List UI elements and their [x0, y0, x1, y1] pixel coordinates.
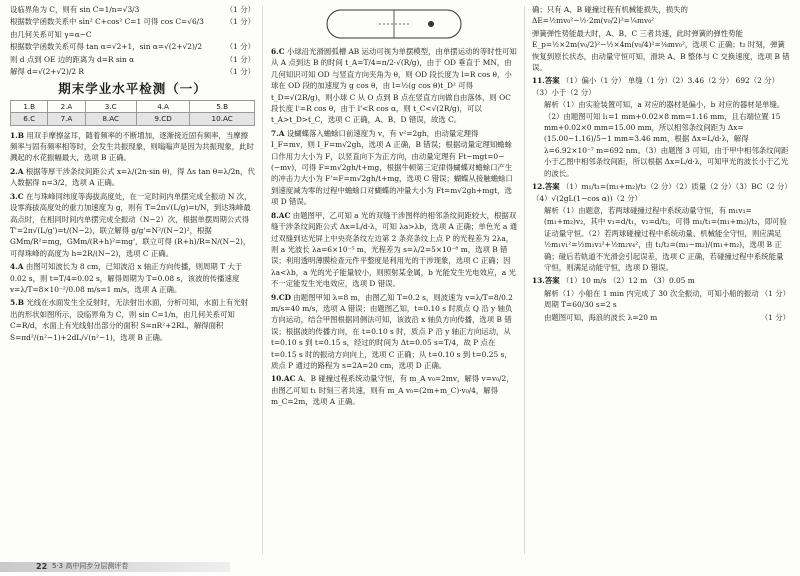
solution-line: 根据数学函数关系中 sin² C+cos² C=1 可得 cos C=√6/3 （1 分） — [10, 17, 255, 27]
track-diagram — [319, 4, 469, 44]
question-solution: 由题图可知，海浪的波长 λ=20 m （1 分） — [544, 312, 790, 322]
column-right — [532, 4, 790, 324]
question-label: 1.B — [10, 130, 24, 140]
answer-table — [10, 100, 255, 126]
score-note: （1 分） — [225, 42, 255, 52]
question-solution: 1.B 用双手摩擦盆耳，随着频率的不断增加，逐渐接近固有频率，当摩擦频率与固有频率相等时，会发生共振现象，则嗡嗡声是因为共振现象，此时溅起的水花振幅最大，选项 B 正确。 — [10, 130, 254, 163]
question-answer: 13.答案 （1）10 m/s （2）12 m （3）0.05 m — [532, 276, 695, 286]
page-number: 22 — [36, 562, 48, 571]
score-note: （1 分） — [760, 312, 790, 322]
score-note: （1 分） — [225, 17, 255, 27]
answer-cell: 6.C — [11, 113, 48, 125]
question-solution: 解析（1）小船在 1 min 内完成了 30 次全振动，可知小船的振动周期 T=60/30 s=2 s （1 分） — [544, 288, 790, 310]
question-solution: 解析（1）由题意，若两球碰撞过程中系统动量守恒，有 m₁v₁=(m₁+m₂)v₂，其中 v₁=d/t₁，v₂=d/t₂，可得 m₁/t₁=(m₁+m₂)/t₂，即可验证动量守恒。（2）若两球碰撞过程中系统动量、机械能全守恒，则应满足 ½m₁v₁²=½m₁v₃²+½m₂v₄²，由 t₁/t₂=(m₁−m₂)/(m₁+m₂)，选项 B 正确；碰后若轨道不光滑会引起误差，选项 C 正确，若碰撞过程中系统能量守恒，则满足动能守恒，选项 D 错误。 — [544, 205, 787, 272]
question-answer: 11.答案 （1）偏小（1 分） 单缝（1 分）（2）3.46（2 分） 692（2 分）（3）小于（2 分） — [532, 76, 779, 97]
solution-line: 根据数学函数关系可得 tan α=√2+1，sin α=√(2+√2)/2 （1 分） — [10, 42, 255, 52]
score-note: （1 分） — [225, 5, 255, 14]
question-label: 10.AC — [271, 374, 296, 384]
question-solution: 4.A 由图可知波长为 8 cm，已知波沿 x 轴正方向传播，则周期 T 大于 0.02 s，则 t=T/4=0.02 s，解得周期为 T=0.08 s，该波的传播速度 v=λ/T=8×10⁻²/0.08 m/s=1 m/s，选项 A 正确。 — [10, 262, 243, 294]
answer-cell: 5.B — [190, 100, 255, 112]
question-label: 6.C — [271, 47, 285, 56]
question-solution: 3.C 在与珠峰同纬度等海拔高度处，在一定时间内单摆完成全振动 N 次，设零海拔高度处的重力加速度为 g，则有 T=2π√(L/g)=t/N，到达珠峰最高点时，在相同时间内单摆完成全振动（N−2）次，根据单摆周期公式得 T'=2π√(L/g')=t/(N−2)，联立解得 g/g'=N²/(N−2)²，根据 GMm/R²=mg，GMm/(R+h)²=mg'，联立可得 (R+h)/R=N/(N−2)，可得珠峰的高度为 h=2R/(N−2)，选项 C 正确。 — [10, 191, 252, 258]
question-label: 11.答案 — [532, 76, 560, 86]
column-left — [10, 4, 255, 344]
question-label: 8.AC — [271, 210, 291, 220]
column-divider — [524, 6, 525, 554]
answer-cell: 3.C — [85, 100, 136, 112]
question-label: 9.CD — [271, 292, 292, 302]
answer-cell: 9.CD — [136, 113, 190, 125]
question-solution: 5.B 光线在水面发生全反射时，无法射出水面，分析可知，水面上有光射出的形状如图所示，设临界角为 C，则 sin C=1/n，由几何关系可知 C=R/d，水面上有光线射出部分的面积 S=πR²+2RL，解得面积 S=πd²/(n²−1)+2dL/√(n²−1)，选项 B 正确。 — [10, 298, 249, 342]
solution-line: 确；只有 A、B 碰撞过程有机械能损失，损失的 ΔE=½mv₀²−½·2m(v₀/2)²=¼mv₀² — [532, 5, 688, 26]
solution-line: 则 d 点到 OE 边的距离为 d=R sin α （1 分） — [10, 54, 255, 64]
answer-row — [11, 100, 255, 112]
answer-cell: 7.A — [48, 113, 85, 125]
answer-cell: 1.B — [11, 100, 48, 112]
question-label: 4.A — [10, 262, 24, 272]
question-label: 3.C — [10, 191, 24, 201]
solution-line: 由几何关系可知 γ=α−C — [10, 29, 92, 39]
answer-cell: 10.AC — [190, 113, 255, 125]
question-solution: 10.AC A、B 碰撞过程系统动量守恒，有 m_A v₀=2mv，解得 v=v₀/2，由图乙可知 t₁ 时刻三者共速，则有 m_A v₀=(2m+m_C)·v₀/4，解得 m_C=2m，选项 A 正确。 — [271, 374, 514, 407]
section-title: 期末学业水平检测（一） — [58, 81, 207, 97]
book-title: 5·3 高中同步分层测评卷 — [52, 562, 129, 570]
solution-line: 弹簧弹性势能最大时，A、B、C 三者共速，此时弹簧的弹性势能 E_p=½×2m(v₀/2)²−½×4m(v₀/4)²=⅛mv₀²，选项 C 正确；t₂ 时刻，弹簧恢复到原长状态，由动量守恒可知，滑块 A、B 整体与 C 交换速度，选项 B 错误。 — [532, 28, 790, 73]
question-label: 12.答案 — [532, 182, 560, 192]
question-solution: 2.A 根据等厚干涉条纹间距公式 x=λ/(2n·sin θ)，得 Δs tan θ=λ/2n，代入数据得 n=3/2，选项 A 正确。 — [10, 166, 255, 188]
answer-cell: 4.A — [136, 100, 190, 112]
answer-row — [11, 113, 255, 125]
score-note: （1 分） — [225, 54, 255, 64]
question-solution: 8.AC 由题图甲，乙可知 a 光的双缝干涉图样的相邻条纹间距较大，根据双缝干涉条纹间距公式 Δx=L/d·λ，可知 λa>λb，选项 A 正确；单色光 a 通过双缝到达光屏上中央亮条纹左边第 2 条亮条纹上点 P 的光程差为 2λa，则 a 光波长 λa=6×10⁻⁵ m，光程差为 s=λ/2=5×10⁻⁸ m，选项 B 错误；利用透明薄膜检查元件平整度是利用光的干涉现象，选项 C 正确；因 λa<λb，a 光的光子能量较小，则照射某金属，b 光能发生光电效应，a 光不一定能发生光电效应，选项 D 错误。 — [271, 210, 517, 289]
column-middle — [271, 4, 517, 409]
question-solution: 6.C 小球沿光滑圆弧槽 AB 运动可视为单摆模型，由单摆运动的等时性可知从 A 点到达 B 的时间 t_A=T/4=π/2·√(R/g)，由于 OD 垂直于 MN，由几何知识可知 OD 与竖直方向夹角为 θ，则 OD 段长度为 l=R cos θ，小球在 OD 段的加速度为 g cos θ，由 l=½(g cos θ)t_D² 可得 t_D=√(2R/g)，则小球 C 从 O 点到 B 点在竖直方向做自由落体，则 OC 段长度 l'=R cos θ，由于 l'<R cos α，则 t_C<√(2R/g)，可以 t_A>t_D>t_C，选项 C 正确，A、B、D 错误，故选 C。 — [271, 47, 517, 125]
score-note: （1 分） — [760, 288, 790, 298]
question-solution: 9.CD 由题图甲知 λ=8 m，由图乙知 T=0.2 s，则波速为 v=λ/T=8/0.2 m/s=40 m/s，选项 A 错误；由题图乙知，t=0.10 s 时质点 Q 沿 y 轴负方向运动，结合甲图根据同侧法可知，该波沿 x 轴负方向传播，选项 B 错误；根据波的传播方向，在 t=0.10 s 时，质点 P 沿 y 轴正方向运动，从 t=0.10 s 到 t=0.15 s，经过的时间为 Δt=0.05 s=T/4，故 P 点在 t=0.15 s 时的振动方向向上，选项 C 正确；从 t=0.10 s 到 t=0.25 s，质点 P 通过的路程为 s=2A=20 cm，选项 D 正确。 — [271, 292, 513, 370]
question-label: 5.B — [10, 298, 24, 308]
question-label: 7.A — [271, 128, 285, 138]
question-solution: 7.A 设蝴蝶落入蟾蜍口前速度为 v，有 v²=2gh，由动量定理得 I_F=mv，则 I_F=m√2gh，选项 A 正确，B 错误；根据动量定理知蟾蜍口作用力大小为 F，以竖直向下为正方向，由动量定理有 Ft−mgt=0−(−mv)，可得 F=m√2gh/t+mg，根据牛顿第三定律得蝴蝶对蟾蜍口产生的冲击力大小为 F'=F=m√2gh/t+mg，选项 C 错误；蝴蝶从接触蟾蜍口到速度减为零的过程中蟾蜍口对蝴蝶的冲量大小为 Ft=m√2gh+mgt，选项 D 错误。 — [271, 128, 513, 207]
answer-cell: 8.AC — [85, 113, 136, 125]
solution-line: 设临界角为 C，则有 sin C=1/n=√3/3 （1 分） — [10, 5, 255, 14]
solution-line: 解得 d=√(2+√2)/2 R （1 分） — [10, 67, 255, 77]
score-note: （1 分） — [225, 67, 255, 77]
column-divider — [262, 6, 263, 554]
answer-cell: 2.A — [48, 100, 85, 112]
page-footer — [0, 558, 800, 576]
question-solution: 解析（1）由实验装置可知，a 对应的器材是偏小，b 对应的器材是单缝。（2）由题图可知 l₁=1 mm+0.02×8 mm=1.16 mm，且右端位置 15 mm+0.02×0 mm=15.00 mm，所以相邻条纹间距为 Δx=(15.00−1.16)/5−1 mm=3.46 mm，根据 Δx=L/d·λ，解得 λ=6.92×10⁻⁷ m=692 nm。（3）由题图 3 可知，由于甲中相邻条纹间距小于乙图中相邻条纹间距，所以根据 Δx=L/d·λ，可知甲光的波长小于乙光的波长。 — [544, 100, 789, 178]
question-label: 13.答案 — [532, 276, 560, 286]
question-label: 2.A — [10, 166, 24, 176]
question-answer: 12.答案 （1）m₁/t₁=(m₁+m₂)/t₂（2 分）（2）质量（2 分）（3）BC（2 分）（4）√(2gL(1−cos α))（2 分） — [532, 182, 788, 203]
